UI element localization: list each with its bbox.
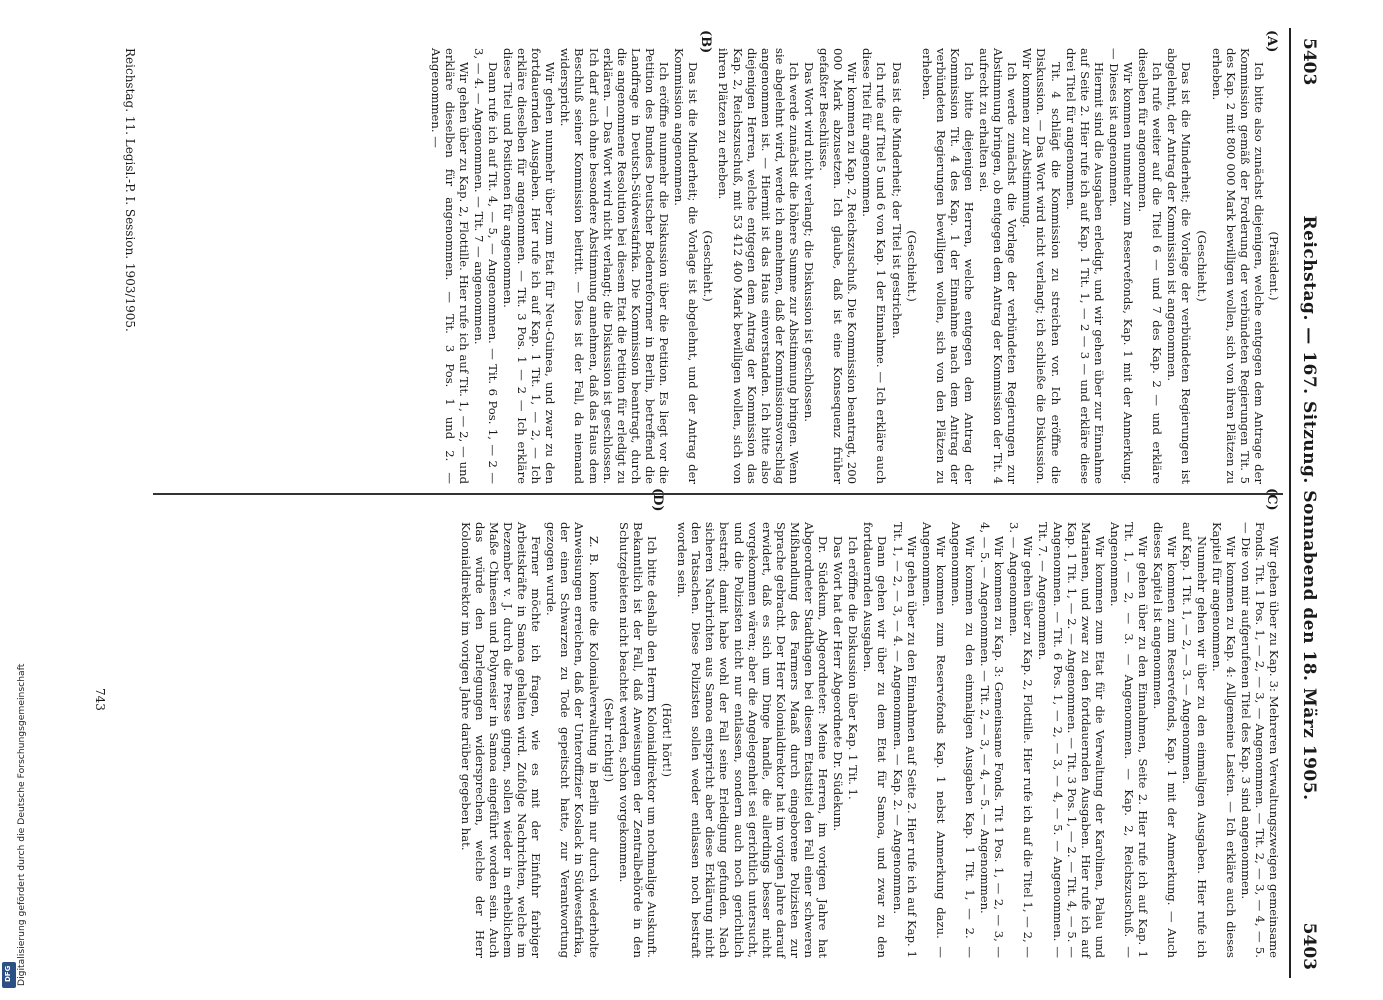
paragraph: Wir kommen zum Reservefonds, Kap. 1 mit der Anmerkung. — Auch dieses Kapitel ist angenommen. (1151, 522, 1180, 958)
column-divider (153, 493, 1283, 495)
digitization-credit: Digitalisierung gefördert durch die Deutsche Forschungsgemeinschaft (16, 663, 27, 986)
paragraph: Ich rufe weiter auf die Titel 6 — und 7 des Kap. 2 — und erkläre dieselben für angenommen. (1136, 48, 1165, 484)
paragraph: Ich bitte deshalb den Herrn Kolonialdirektor um nochmalige Auskunft. Bekanntlich ist der Fall, daß Anweisungen der Zentralbehörde in den Schutzgebieten nicht beachtet werden, schon vorgekommen. (616, 522, 659, 958)
header-page-number-right: 5403 (1299, 922, 1319, 970)
left-text-column (427, 48, 1281, 484)
paragraph: Wir gehen über zu Kap. 2, Flottille. Hier rufe ich auf die Titel 1, — 2, — 3. — Angenommen. (1007, 522, 1036, 958)
paragraph: Dann rufe ich auf Tit. 4, — 5, — Angenommen. — Tit. 6 Pos. 1, — 2 — 3, — 4. — Angenommen. — Tit. 7 — angenommen. (471, 48, 500, 484)
footer-imprint: Reichstag. 11. Legisl.-P. I. Session. 1903/1905. (123, 48, 137, 332)
paragraph: Ich werde zunächst die höhere Summe zur Abstimmung bringen. Wenn sie abgelehnt wird, werde ich annehmen, daß der Kommissionsvorschlag angenommen ist. — Hiermit ist das Haus einverstanden. Ich bitte also diejenigen Herren, welche entgegen dem Antrag der Kommission das Kap. 2, Reichszuschuß, mit 53 412 400 Mark bewilligen wollen, sich von ihren Plätzen zu erheben. (716, 48, 801, 484)
paragraph: Das Wort wird nicht verlangt; die Diskussion ist geschlossen. (802, 62, 816, 422)
paragraph: Tit. 4 schlägt die Kommission zu streichen vor. Ich eröffne die Diskussion. — Das Wort wird nicht verlangt; ich schließe die Diskussion. Wir kommen zur Abstimmung. (1020, 48, 1063, 484)
paragraph: Wir kommen zu Kap. 2, Reichszuschuß. Die Kommission beantragt, 200 000 Mark abzusetzen. Ich glaube, daß ist eine Konsequenz früher gefaßter Beschlüsse. (817, 48, 860, 484)
paragraph: Ich bitte diejenigen Herren, welche entgegen dem Antrag der Kommission Tit. 4 des Kap. 1 der Einnahme nach dem Antrag der verbündeten Regierungen bewilligen wollen, sich von den Plätzen zu erheben. (919, 48, 977, 484)
paragraph: (Sehr richtig!) (601, 697, 616, 783)
margin-mark-b: (B) (698, 30, 713, 54)
paragraph: Wir kommen zum Etat für die Verwaltung der Karolinen, Palau und Marianen, und zwar zu den fortdauernden Ausgaben. Hier rufe ich auf Kap. 1 Tit. 1, — 2. — Angenommen. — Tit. 3 Pos. 1, — 2. — Tit. 4, — 5. — Angenommen. — Tit. 6 Pos. 1, — 2, — 3, — 4, — 5. — Angenommen. — Tit. 7. — Angenommen. (1036, 522, 1107, 958)
paragraph: Ich eröffne die Diskussion über Kap. 1 Tit. 1. (846, 536, 861, 800)
margin-mark-c: (C) (1264, 488, 1279, 511)
footer-sheet-number: 743 (93, 688, 107, 711)
rotated-page (75, 28, 1325, 978)
paragraph: Wir kommen zu Kap. 4: Allgemeine Lasten. — Ich erkläre auch dieses Kapitel für angenommen. (1209, 522, 1238, 958)
paragraph: Dr. Südekum, Abgeordneter: Meine Herren, im vorigen Jahre hat Abgeordneter Stadthagen bei diesem Etatstitel den Fall einer schweren Mißhandlung des Farmers Maaß durch eingeborene Polizisten zur Sprache gebracht. Der Herr Kolonialdirektor hat im vorigen Jahre darauf erwidert, daß es sich um Dinge handle, die allerdings besser nicht vorgekommen wären; aber die Angelegenheit sei gerichtlich untersucht, und die Polizisten nicht nur entlassen, sondern auch noch gerichtlich bestraft; damit habe wohl der Fall seine Erledigung gefunden. Nach sicheren Nachrichten aus Samoa entspricht aber diese Erklärung nicht den Tatsachen. Diese Polizisten sollen weder entlassen noch bestraft worden sein. (675, 522, 831, 958)
paragraph: (Hört! hört!) (660, 703, 675, 777)
dfg-logo-icon (2, 962, 16, 988)
paragraph: Wir gehen über zu den Einnahmen, Seite 2. Hier rufe ich auf Kap. 1 Tit. 1, — 2, — 3. — Angenommen. — Kap. 2, Reichszuschuß. — Angenommen. (1107, 522, 1151, 958)
paragraph: Ferner möchte ich fragen, wie es mit der Einfuhr farbiger Arbeitskräfte in Samoa gehalten wird. Zufolge Nachrichten, welche im Dezember v. J. durch die Presse gingen, sollen wieder in erheblichem Maße Chinesen und Polynesier in Samoa eingeführt worden sein. Auch das würde den Darlegungen widersprechen, welche der Herr Kolonialdirektor im vorigen Jahre darüber gegeben hat. (458, 522, 544, 958)
paragraph: (Geschieht.) (904, 230, 919, 302)
paragraph: Ich eröffne nunmehr die Diskussion über die Petition. Es liegt vor die Petition des Bundes Deutscher Bodenreformer in Berlin, betreffend die Landfrage in Deutsch-Südwestafrika. Die Kommission beantragt, durch die angenommene Resolution bei diesem Etat die Petition für erledigt zu erklären. — Das Wort wird nicht verlangt; die Diskussion ist geschlossen. Ich darf auch ohne besondere Abstimmung annehmen, daß das Haus dem Beschluß seiner Kommission beitritt. — Dies ist der Fall, da niemand widerspricht. (558, 48, 672, 484)
header-title: Reichstag. — 167. Sitzung. Sonnabend den 18. März 1905. (1299, 215, 1319, 801)
running-header (1289, 28, 1325, 978)
header-page-number-left: 5403 (1299, 38, 1319, 86)
paragraph: Hiermit sind die Ausgaben erledigt, und wir gehen über zur Einnahme auf Seite 2. Hier rufe ich auf Kap. 1 Tit. 1, — 2 — 3 — und erkläre diese drei Titel für angenommen. (1063, 48, 1106, 484)
right-text-column (458, 522, 1281, 958)
paragraph: Ich rufe auf Titel 5 und 6 von Kap. 1 der Einnahme. — Ich erkläre auch diese Titel für angenommen. (860, 48, 889, 484)
paragraph: Z. B. konnte die Kolonialverwaltung in Berlin nur durch wiederholte Anweisungen erreichen, daß der Unteroffizier Koslack in Südwestafrika, der einen Schwarzen zu Tode gepeitscht hatte, zur Verantwortung gezogen wurde. (544, 522, 601, 958)
paragraph: (Geschieht.) (701, 230, 716, 302)
paragraph: Nunmehr gehen wir über zu den einmaligen Ausgaben. Hier rufe ich auf Kap. 1 Tit. 1, — 2, — 3. — Angenommen. (1180, 522, 1209, 958)
margin-mark-d: (D) (650, 488, 665, 512)
paragraph: Das ist die Minderheit; die Vorlage ist abgelehnt, und der Antrag der Kommission angenommen. (672, 48, 701, 484)
paragraph: Wir kommen zum Reservefonds Kap. 1 nebst Anmerkung dazu. — Angenommen. (919, 522, 948, 958)
paragraph: (Präsident.) (1267, 231, 1281, 301)
paragraph: Wir gehen über zu den Einnahmen auf Seite 2. Hier rufe ich auf Kap. 1 Tit. 1, — 2, — 3, — 4. — Angenommen. — Kap. 2. — Angenommen. (890, 522, 919, 958)
paragraph: Das ist die Minderheit; die Vorlage der verbündeten Regierungen ist abgelehnt, der Antrag der Kommission ist angenommen. (1165, 48, 1194, 484)
paragraph: (Geschieht.) (1194, 230, 1209, 302)
paragraph: Das ist die Minderheit; der Titel ist gestrichen. (889, 62, 904, 339)
paragraph: Ich werde zunächst die Vorlage der verbündeten Regierungen zur Abstimmung bringen, ob entgegen dem Antrag der Kommission der Tit. 4 aufrecht zu erhalten sei. (977, 48, 1020, 484)
dfg-logo-text: DFG (4, 965, 12, 982)
margin-mark-a: (A) (1264, 30, 1279, 53)
paragraph: Wir gehen über zu Kap. 2, Flottille. Hier rufe ich auf Tit. 1, — 2, — und erkläre dieselben für angenommen. — Tit. 3 Pos. 1 und 2. — Angenommen. — (428, 48, 471, 484)
paragraph: Wir gehen nunmehr über zum Etat für Neu-Guinea, und zwar zu den fortdauernden Ausgaben. Hier rufe ich auf Kap. 1 Tit. 1, — 2, — Ich erkläre dieselben für angenommen. — Tit. 3 Pos. 1 — 2 — Ich erkläre diese Titel und Positionen für angenommen. (501, 48, 558, 484)
paragraph: Wir kommen nunmehr zum Reservefonds, Kap. 1 mit der Anmerkung. — Dieses ist angenommen. (1106, 48, 1136, 484)
paragraph: Ich bitte also zunächst diejenigen, welche entgegen dem Antrage der Kommission gemäß der Forderung der verbündeten Regierungen Tit. 5 des Kap. 2 mit 800 000 Mark bewilligen wollen, sich von ihren Plätzen zu erheben. (1209, 48, 1266, 484)
paragraph: Dann gehen wir über zu dem Etat für Samoa, und zwar zu den fortdauernden Ausgaben. (861, 522, 890, 958)
paragraph: Wir gehen über zu Kap. 3: Mehreren Verwaltungszweigen gemeinsame Fonds. Tit. 1 Pos. 1, — 2, — 3, — Angenommen. — Tit. 2, — 3, — 4, — 5. — Die von mir aufgerufenen Titel des Kap. 3 sind angenommen. (1238, 522, 1281, 958)
paragraph: Wir kommen zu Kap. 3: Gemeinsame Fonds. Tit 1 Pos. 1, — 2, — 3, — 4, — 5. — Angenommen. — Tit. 2, — 3, — 4, — 5. — Angenommen. (978, 522, 1007, 958)
paragraph: Das Wort hat der Herr Abgeordnete Dr. Südekum. (831, 536, 846, 832)
paragraph: Wir kommen zu den einmaligen Ausgaben Kap. 1 Tit. 1, — 2. — Angenommen. (948, 522, 978, 958)
